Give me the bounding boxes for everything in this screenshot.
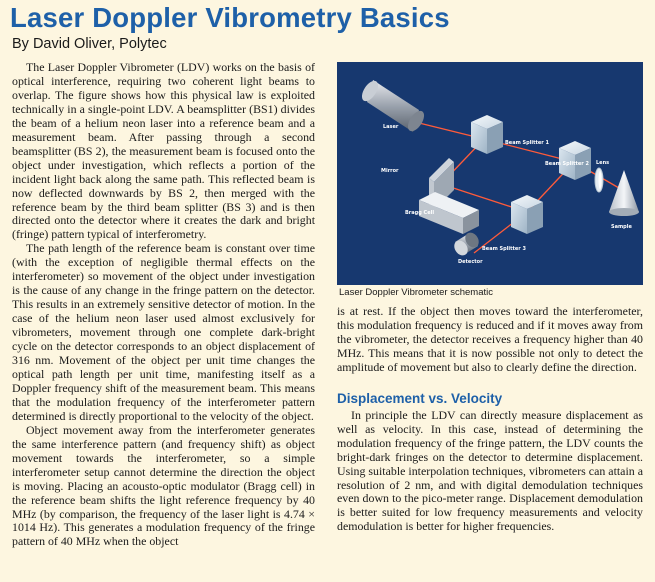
paragraph-continued: is at rest. If the object then moves toward the interferometer, this modulation frequency is reduced and if it moves away from the vibrometer, the detector receives a frequency higher than 40 MHz. This means that it is now possible not only to detect the amplitude of movement but also to clearly define the direction. [337, 304, 643, 374]
label-mirror: Mirror [381, 168, 399, 174]
lens-icon [595, 168, 603, 192]
subheading-displacement-velocity: Displacement vs. Velocity [337, 390, 503, 406]
label-beam-splitter-2: Beam Splitter 2 [545, 161, 589, 167]
figure-caption: Laser Doppler Vibrometer schematic [339, 287, 494, 298]
ldv-schematic-figure [337, 62, 643, 285]
ldv-schematic-illustration [337, 62, 643, 285]
beam-splitter-1-icon [471, 115, 503, 154]
label-bragg-cell: Bragg Cell [405, 210, 435, 216]
text-column-left [12, 61, 315, 549]
paragraph-displacement: In principle the LDV can directly measure displacement as well as velocity. In this case, instead of determining the modulation frequency of the fringe pattern, the LDV counts the bright-dark fringes on the detector to determine displacement. Using suitable interpolation techniques, vibrometers can attain a resolution of 2 nm, and with digital demodulation techniques even down to the pico-meter range. Displacement demodulation is better suited for low frequency measurements and velocity demodulation is better for higher frequencies. [337, 407, 643, 534]
article-byline: By David Oliver, Polytec [12, 36, 167, 52]
detector-icon [451, 230, 481, 258]
label-sample: Sample [611, 224, 632, 230]
label-laser: Laser [383, 124, 399, 130]
label-beam-splitter-3: Beam Splitter 3 [482, 246, 526, 252]
paragraph-intro: The Laser Doppler Vibrometer (LDV) works on the basis of optical interference, requiring two coherent light beams to overlap. The figure shows how this physical law is exploited technically in a single-point LDV. A beamsplitter (BS1) divides the beam of a helium neon laser into a reference beam and a measurement beam. After passing through a second beamsplitter (BS 2), the measurement beam is focused onto the object under investigation, which reflects a portion of the incident light back along the same path. This reflected beam is now deflected downwards by BS 2, then merged with the reference beam by the third beam splitter (BS 3) and is then directed onto the detector where it creates the dark and bright (fringe) pattern typical of interferometry. [12, 60, 315, 242]
paragraph-direction: Object movement away from the interferometer generates the same interference pattern (and frequency shift) as object movement towards the interferometer, so a simple interferometer setup cannot determine the direction the object is moving. Placing an acousto-optic modulator (Bragg cell) in the reference beam shifts the light reference frequency by 40 MHz (by comparison, the frequency of the laser light is 4.74 × 1014 Hz). This generates a modulation frequency of the fringe pattern of 40 MHz when the object [12, 422, 315, 549]
label-lens: Lens [596, 160, 610, 166]
beam-splitter-3-icon [511, 195, 543, 234]
label-detector: Detector [458, 259, 483, 265]
sample-icon [609, 170, 639, 216]
article-title: Laser Doppler Vibrometry Basics [10, 2, 450, 33]
label-beam-splitter-1: Beam Splitter 1 [505, 140, 549, 146]
paragraph-path-length: The path length of the reference beam is constant over time (with the exception of negligible thermal effects on the interferometer) so movement of the object under investigation is the cause of any change in the fringe pattern on the detector. This results in an extremely sensitive detector of motion. In the case of the helium neon laser used almost exclusively for vibrometers, movement through one complete dark-bright cycle on the detector corresponds to an object displacement of 316 nm. Movement of the object per unit time changes the optical path length per unit time, manifesting itself as a Doppler frequency shift of the measurement beam. This means that the modulation frequency of the interferometer pattern determined is directly proportional to the velocity of the object. [12, 241, 315, 423]
text-column-right [337, 305, 643, 534]
